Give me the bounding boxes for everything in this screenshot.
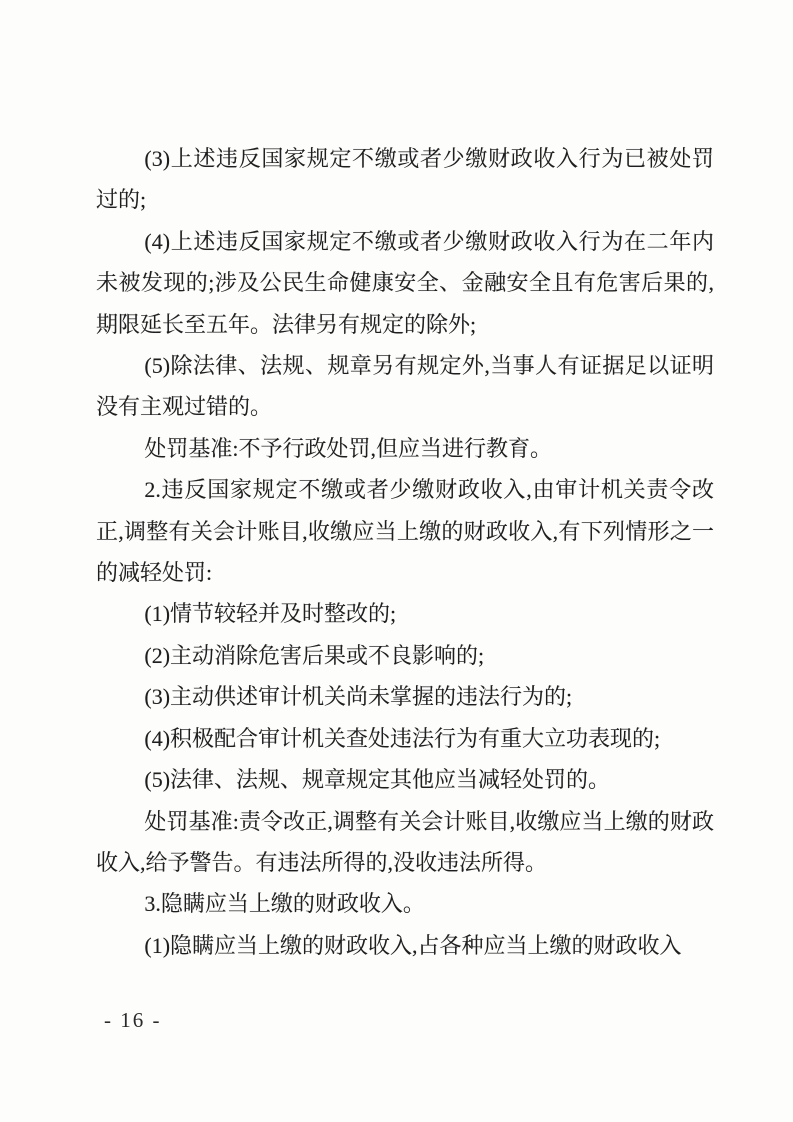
document-body (96, 138, 714, 966)
paragraph-subclause-2: (2)主动消除危害后果或不良影响的; (144, 642, 485, 668)
page-number: - 16 - (104, 1008, 162, 1032)
paragraph-subclause-4: (4)积极配合审计机关查处违法行为有重大立功表现的; (144, 725, 661, 751)
paragraph-subclause-1: (1)情节较轻并及时整改的; (144, 601, 397, 627)
paragraph-item-3: 3.隐瞒应当上缴的财政收入。 (144, 891, 425, 917)
paragraph-item-3-subclause-1: (1)隐瞒应当上缴的财政收入,占各种应当上缴的财政收入 (144, 932, 682, 958)
paragraph-penalty-basis-2: 处罚基准:责令改正,调整有关会计账目,收缴应当上缴的财政收入,给予警告。有违法所得的,没收违法所得。 (96, 808, 714, 875)
paragraph-penalty-basis-1: 处罚基准:不予行政处罚,但应当进行教育。 (144, 435, 553, 461)
paragraph-item-2: 2.违反国家规定不缴或者少缴财政收入,由审计机关责令改正,调整有关会计账目,收缴应当上缴的财政收入,有下列情形之一的减轻处罚: (96, 477, 714, 586)
paragraph-subclause-5: (5)法律、法规、规章规定其他应当减轻处罚的。 (144, 767, 611, 793)
paragraph-clause-3: (3)上述违反国家规定不缴或者少缴财政收入行为已被处罚过的; (96, 146, 714, 213)
paragraph-subclause-3: (3)主动供述审计机关尚未掌握的违法行为的; (144, 684, 573, 710)
paragraph-clause-4: (4)上述违反国家规定不缴或者少缴财政收入行为在二年内未被发现的;涉及公民生命健康安全、金融安全且有危害后果的,期限延长至五年。法律另有规定的除外; (96, 228, 714, 337)
paragraph-clause-5: (5)除法律、法规、规章另有规定外,当事人有证据足以证明没有主观过错的。 (96, 353, 714, 420)
